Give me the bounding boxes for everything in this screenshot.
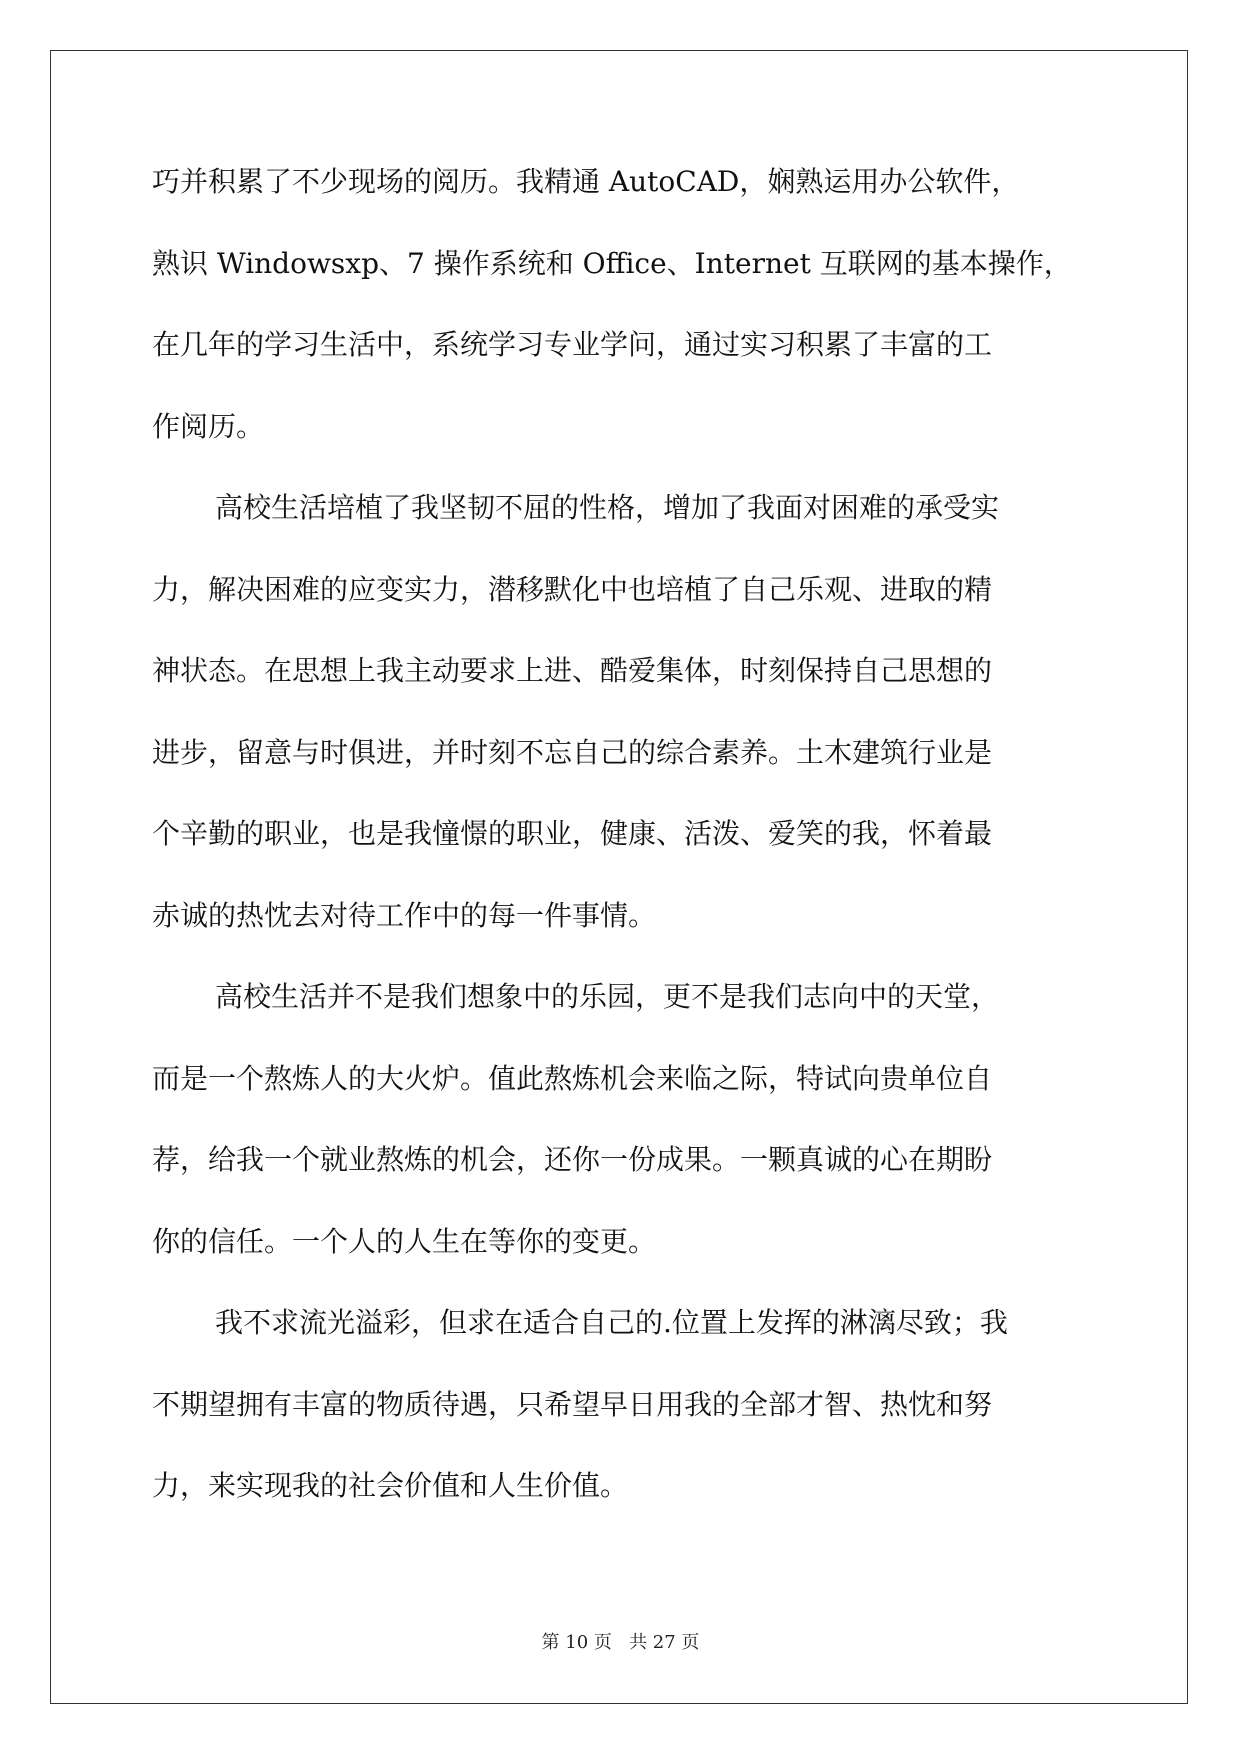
document-body [152, 162, 1092, 1548]
page-total: 共 27 页 [629, 1632, 700, 1653]
text-line-10: 赤诚的热忱去对待工作中的每一件事情。 [152, 898, 657, 932]
text-line-17: 力，来实现我的社会价值和人生价值。 [152, 1469, 629, 1502]
text-line-14: 你的信任。一个人的人生在等你的变更。 [152, 1224, 657, 1258]
page-footer [0, 1628, 1241, 1654]
text-line-2: 熟识 Windowsxp、7 操作系统和 Office、Internet 互联网的基本操作， [152, 246, 1072, 280]
text-line-11: 高校生活并不是我们想象中的乐园，更不是我们志向中的天堂， [215, 980, 1000, 1013]
text-line-5: 高校生活培植了我坚韧不屈的性格，增加了我面对困难的承受实 [215, 491, 1000, 524]
text-line-16: 不期望拥有丰富的物质待遇，只希望早日用我的全部才智、热忱和努 [152, 1387, 993, 1421]
text-line-3: 在几年的学习生活中，系统学习专业学问，通过实习积累了丰富的工 [152, 328, 993, 361]
text-line-7: 神状态。在思想上我主动要求上进、酷爱集体，时刻保持自己思想的 [152, 654, 993, 687]
text-line-6: 力，解决困难的应变实力，潜移默化中也培植了自己乐观、进取的精 [152, 572, 993, 606]
text-line-8: 进步，留意与时俱进，并时刻不忘自己的综合素养。土木建筑行业是 [152, 735, 993, 769]
text-line-13: 荐，给我一个就业熬炼的机会，还你一份成果。一颗真诚的心在期盼 [152, 1143, 993, 1176]
text-line-12: 而是一个熬炼人的大火炉。值此熬炼机会来临之际，特试向贵单位自 [152, 1061, 993, 1095]
page-number: 第 10 页 [541, 1632, 612, 1653]
text-line-9: 个辛勤的职业，也是我憧憬的职业，健康、活泼、爱笑的我，怀着最 [152, 817, 993, 850]
text-line-4: 作阅历。 [152, 409, 265, 443]
text-line-15: 我不求流光溢彩，但求在适合自己的.位置上发挥的淋漓尽致；我 [215, 1306, 1008, 1339]
text-line-1: 巧并积累了不少现场的阅历。我精通 AutoCAD，娴熟运用办公软件， [152, 165, 1020, 198]
